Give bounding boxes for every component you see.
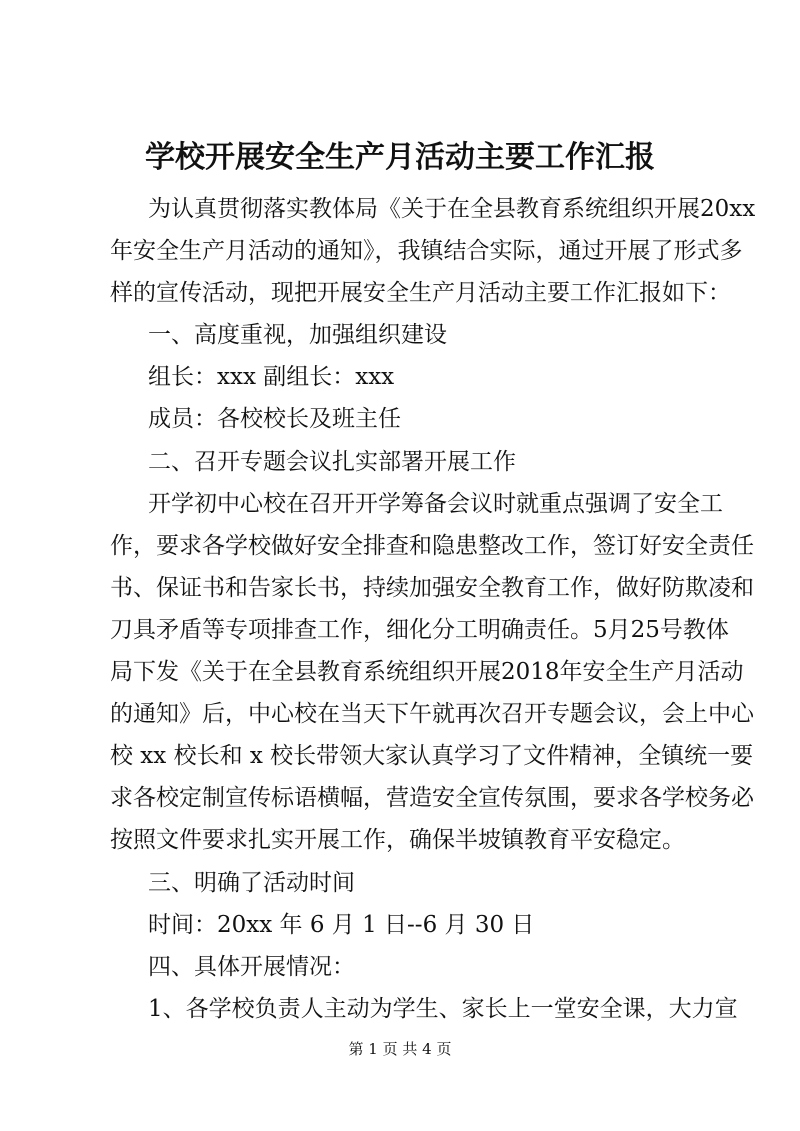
section-heading: 二、召开专题会议扎实部署开展工作 [148,448,516,475]
paragraph-line: 校 xx 校长和 x 校长带领大家认真学习了文件精神，全镇统一要 [110,743,754,770]
document-body [110,188,756,1030]
page-number-footer: 第 1 页 共 4 页 [348,1040,452,1058]
paragraph-line: 局下发《关于在全县教育系统组织开展2018年安全生产月活动 [110,659,744,686]
paragraph-line: 组长：xxx 副组长：xxx [148,364,395,391]
paragraph-line: 年安全生产月活动的通知》，我镇结合实际，通过开展了形式多 [110,238,743,265]
paragraph-line: 样的宣传活动，现把开展安全生产月活动主要工作汇报如下： [110,280,731,307]
document-title: 学校开展安全生产月活动主要工作汇报 [145,140,655,175]
paragraph-line: 书、保证书和告家长书，持续加强安全教育工作，做好防欺凌和 [110,574,754,601]
paragraph-line: 作，要求各学校做好安全排查和隐患整改工作，签订好安全责任 [110,532,754,559]
section-heading: 四、具体开展情况： [148,953,355,980]
paragraph-line: 开学初中心校在召开开学筹备会议时就重点强调了安全工 [148,490,723,517]
paragraph-line: 刀具矛盾等专项排查工作，细化分工明确责任。5月25号教体 [110,616,729,643]
paragraph-line: 1、各学校负责人主动为学生、家长上一堂安全课，大力宣 [148,995,738,1022]
section-heading: 一、高度重视，加强组织建设 [148,322,447,349]
paragraph-line: 的通知》后，中心校在当天下午就再次召开专题会议，会上中心 [110,701,754,728]
paragraph-line: 按照文件要求扎实开展工作，确保半坡镇教育平安稳定。 [110,827,685,854]
paragraph-line: 求各校定制宣传标语横幅，营造安全宣传氛围，要求各学校务必 [110,785,754,812]
paragraph-line: 时间：20xx 年 6 月 1 日--6 月 30 日 [148,911,535,938]
section-heading: 三、明确了活动时间 [148,869,355,896]
paragraph-line: 成员：各校校长及班主任 [148,406,401,433]
paragraph-line: 为认真贯彻落实教体局《关于在全县教育系统组织开展20xx [148,196,756,222]
